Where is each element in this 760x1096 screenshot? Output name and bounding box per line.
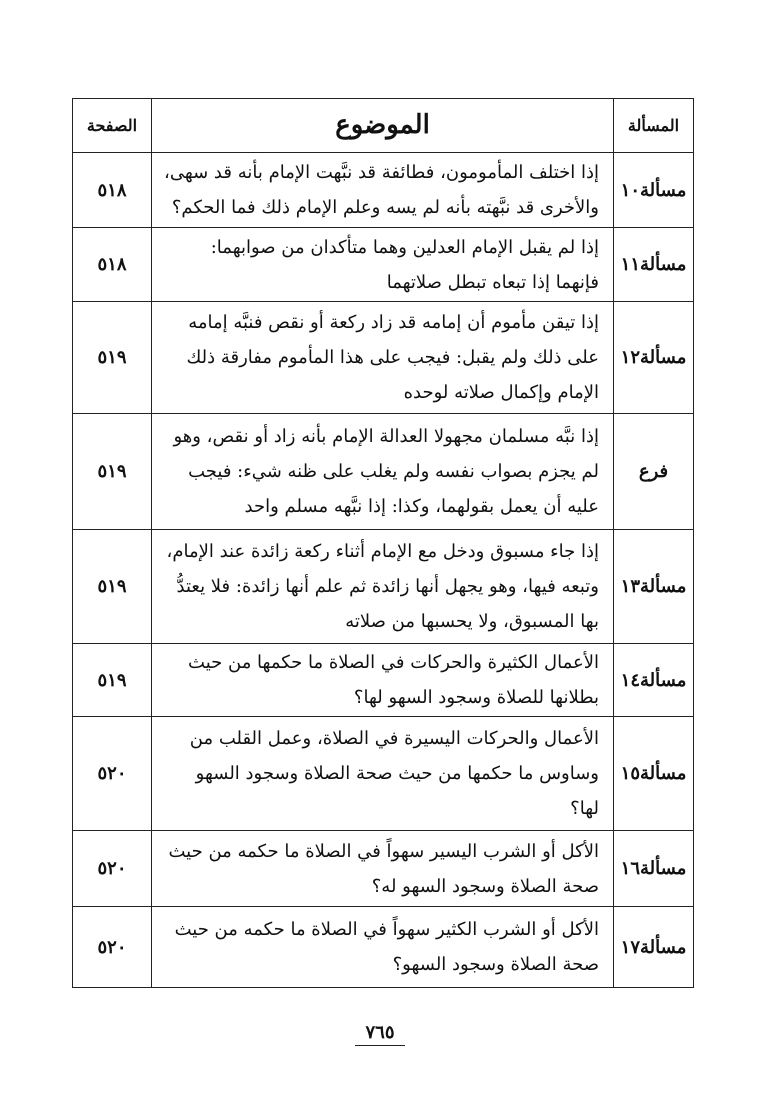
row-topic: إذا لم يقبل الإمام العدلين وهما متأكدان من صوابهما: فإنهما إذا تبعاه تبطل صلاتهما	[152, 228, 614, 301]
header-issue: المسألة	[627, 116, 680, 135]
row-page: ٥١٩	[73, 302, 152, 413]
row-issue: مسألة١٣	[620, 576, 687, 597]
page-number: ٧٦٥	[355, 1022, 404, 1046]
row-topic: الأكل أو الشرب اليسير سهواً في الصلاة ما حكمه من حيث صحة الصلاة وسجود السهو له؟	[152, 831, 614, 906]
table-row	[73, 906, 693, 987]
row-page: ٥١٩	[73, 530, 152, 643]
header-page: الصفحة	[73, 99, 152, 152]
table-header-row	[73, 99, 693, 152]
row-page: ٥٢٠	[73, 907, 152, 987]
row-topic: الأعمال والحركات اليسيرة في الصلاة، وعمل القلب من وساوس ما حكمها من حيث صحة الصلاة وسجود السهو لها؟	[152, 717, 614, 830]
page-footer	[0, 1022, 760, 1043]
row-issue: مسألة١٠	[620, 179, 687, 201]
index-table	[72, 98, 694, 988]
row-page: ٥١٨	[73, 153, 152, 227]
row-topic: إذا تيقن مأموم أن إمامه قد زاد ركعة أو نقص فنبَّه إمامه على ذلك ولم يقبل: فيجب على هذا المأموم مفارقة ذلك الإمام وإكمال صلاته لوحده	[152, 302, 614, 413]
row-page: ٥٢٠	[73, 831, 152, 906]
row-page: ٥١٩	[73, 644, 152, 716]
table-row	[73, 227, 693, 301]
table-row	[73, 152, 693, 227]
row-topic: الأكل أو الشرب الكثير سهواً في الصلاة ما حكمه من حيث صحة الصلاة وسجود السهو؟	[152, 907, 614, 987]
row-topic: إذا نبَّه مسلمان مجهولا العدالة الإمام بأنه زاد أو نقص، وهو لم يجزم بصواب نفسه ولم يغلب على ظنه شيء: فيجب عليه أن يعمل بقولهما، وكذا: إذا نبَّهه مسلم واحد	[152, 414, 614, 529]
table-row	[73, 716, 693, 830]
row-issue: مسألة١٦	[620, 858, 687, 879]
table-row	[73, 413, 693, 529]
table-row	[73, 830, 693, 906]
table-row	[73, 529, 693, 643]
row-issue: فرع	[638, 461, 669, 482]
table-row	[73, 643, 693, 716]
row-issue: مسألة١٢	[620, 347, 687, 368]
row-topic: إذا اختلف المأمومون، فطائفة قد نبَّهت الإمام بأنه قد سهى، والأخرى قد نبَّهته بأنه لم يسه وعلم الإمام ذلك فما الحكم؟	[152, 153, 614, 227]
row-page: ٥١٩	[73, 414, 152, 529]
row-page: ٥٢٠	[73, 717, 152, 830]
row-issue: مسألة١٧	[620, 936, 687, 958]
row-issue: مسألة١٥	[620, 763, 687, 784]
row-topic: إذا جاء مسبوق ودخل مع الإمام أثناء ركعة زائدة عند الإمام، وتبعه فيها، وهو يجهل أنها زائدة ثم علم أنها زائدة: فلا يعتدُّ بها المسبوق، ولا يحسبها من صلاته	[152, 530, 614, 643]
row-topic: الأعمال الكثيرة والحركات في الصلاة ما حكمها من حيث بطلانها للصلاة وسجود السهو لها؟	[152, 644, 614, 716]
table-row	[73, 301, 693, 413]
row-issue: مسألة١١	[620, 254, 687, 275]
row-page: ٥١٨	[73, 228, 152, 301]
header-topic: الموضوع	[152, 99, 614, 152]
row-issue: مسألة١٤	[620, 669, 687, 691]
